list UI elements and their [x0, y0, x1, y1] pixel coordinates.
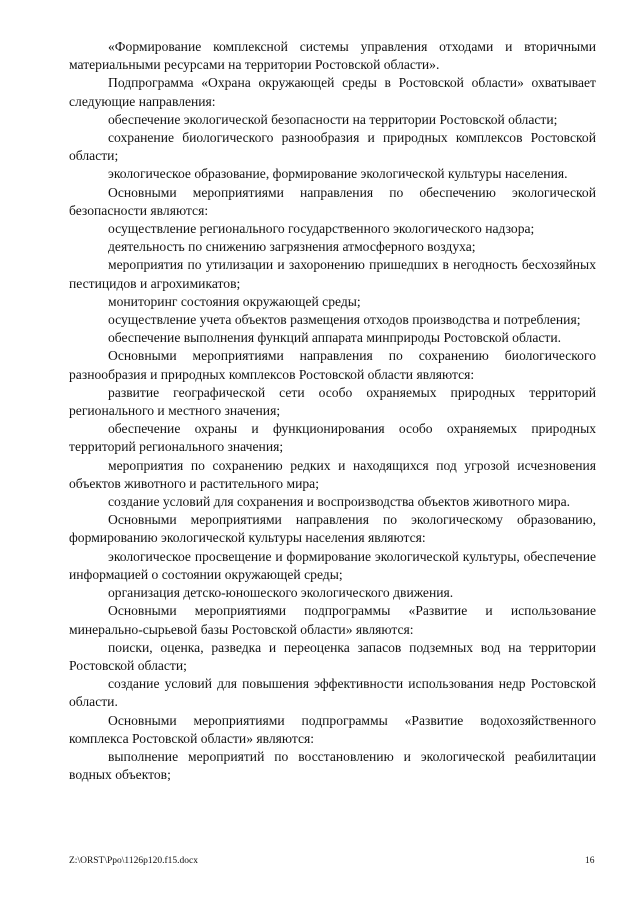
- paragraph: деятельность по снижению загрязнения атмосферного воздуха;: [108, 239, 476, 255]
- paragraph: развитие географической сети особо охраняемых природных территорий регионального и местного значения;: [69, 384, 596, 419]
- paragraph: мероприятия по сохранению редких и находящихся под угрозой исчезновения объектов животного и растительного мира;: [69, 457, 596, 491]
- paragraph: осуществление регионального государственного экологического надзора;: [108, 221, 535, 237]
- paragraph: поиски, оценка, разведка и переоценка запасов подземных вод на территории Ростовской области;: [69, 639, 596, 673]
- paragraph: Основными мероприятиями направления по обеспечению экологической безопасности являются:: [69, 184, 596, 218]
- paragraph: обеспечение выполнения функций аппарата минприроды Ростовской области.: [108, 330, 562, 346]
- paragraph: мониторинг состояния окружающей среды;: [108, 293, 361, 309]
- paragraph: Подпрограмма «Охрана окружающей среды в Ростовской области» охватывает следующие направления:: [69, 75, 596, 109]
- paragraph: создание условий для повышения эффективности использования недр Ростовской области.: [69, 676, 596, 710]
- paragraph: организация детско-юношеского экологического движения.: [108, 585, 454, 601]
- paragraph: экологическое образование, формирование экологической культуры населения.: [108, 166, 568, 182]
- paragraph: сохранение биологического разнообразия и природных комплексов Ростовской области;: [69, 130, 596, 164]
- paragraph: «Формирование комплексной системы управления отходами и вторичными материальными ресурсами на территории Ростовской области».: [69, 39, 596, 73]
- paragraph: создание условий для сохранения и воспроизводства объектов животного мира.: [108, 494, 571, 510]
- document-body: [69, 38, 596, 784]
- footer-file-path: Z:\ORST\Ppo\1126p120.f15.docx: [69, 856, 198, 866]
- page-number: 16: [585, 856, 595, 866]
- paragraph: экологическое просвещение и формирование экологической культуры, обеспечение информацией о состоянии окружающей среды;: [69, 548, 596, 582]
- paragraph: осуществление учета объектов размещения отходов производства и потребления;: [108, 312, 581, 328]
- paragraph: Основными мероприятиями направления по сохранению биологического разнообразия и природных комплексов Ростовской области являются:: [69, 348, 596, 382]
- paragraph: мероприятия по утилизации и захоронению пришедших в негодность бесхозяйных пестицидов и агрохимикатов;: [69, 257, 596, 291]
- paragraph: выполнение мероприятий по восстановлению и экологической реабилитации водных объектов;: [69, 748, 596, 783]
- paragraph: Основными мероприятиями направления по экологическому образованию, формированию экологической культуры населения являются:: [69, 512, 596, 546]
- paragraph: Основными мероприятиями подпрограммы «Развитие водохозяйственного комплекса Ростовской области» являются:: [69, 712, 596, 746]
- paragraph: обеспечение экологической безопасности на территории Ростовской области;: [108, 111, 558, 127]
- paragraph: Основными мероприятиями подпрограммы «Развитие и использование минерально-сырьевой базы Ростовской области» являются:: [69, 603, 596, 637]
- paragraph: обеспечение охраны и функционирования особо охраняемых природных территорий регионального значения;: [69, 421, 596, 455]
